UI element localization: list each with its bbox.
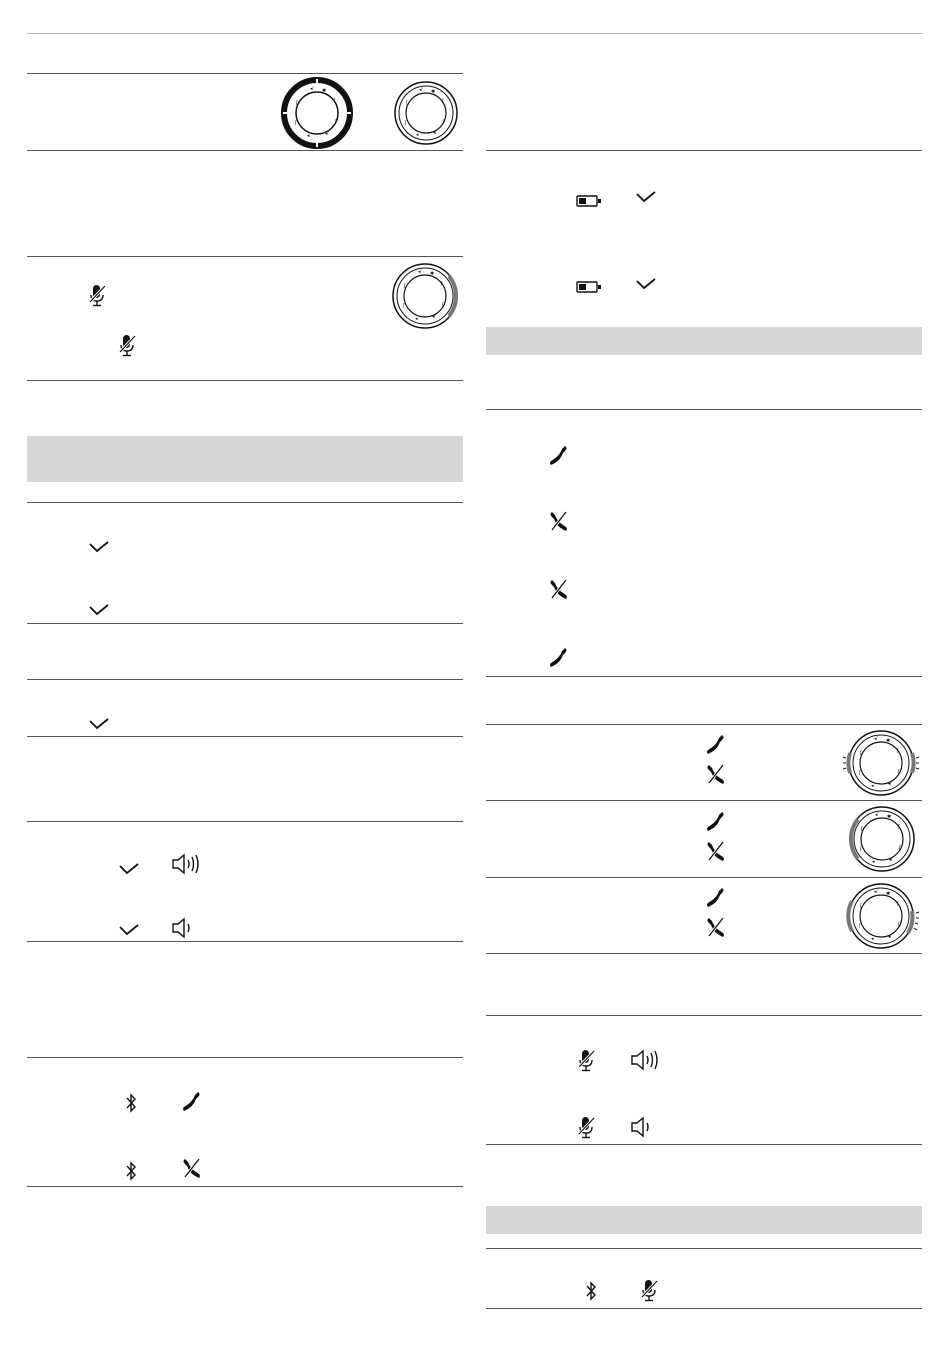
right-rule-6 (486, 877, 922, 878)
check-icon (636, 190, 656, 208)
check-icon (89, 603, 109, 621)
section-band (486, 327, 922, 355)
call-answer-icon (705, 810, 727, 839)
svg-text:ʃ: ʃ (296, 100, 298, 106)
check-icon (89, 717, 109, 735)
call-end-icon (548, 510, 572, 539)
svg-text:✱: ✱ (887, 814, 892, 820)
svg-text:✱: ✱ (886, 738, 891, 744)
call-end-icon (548, 578, 572, 607)
svg-text:ʃ: ʃ (861, 826, 863, 832)
svg-text:✱: ✱ (886, 891, 891, 897)
battery-low-icon (576, 194, 602, 212)
right-rule-9 (486, 1144, 922, 1145)
svg-text:◂ʼ: ◂ʼ (325, 131, 330, 137)
left-rule-7 (27, 679, 463, 680)
svg-text:◂: ◂ (307, 133, 310, 139)
mic-mute-icon (88, 284, 106, 313)
left-rule-12 (27, 1186, 463, 1187)
svg-text:◂ʼ: ◂ʼ (888, 934, 893, 940)
svg-text:ʃ: ʃ (898, 769, 900, 775)
left-rule-1 (27, 73, 463, 74)
call-answer-icon (548, 646, 570, 675)
svg-text:◂: ◂ (871, 936, 874, 942)
svg-text:ʃ: ʃ (860, 903, 862, 909)
svg-text:ʃ: ʃ (441, 281, 443, 287)
right-rule-7 (486, 953, 922, 954)
bluetooth-icon (125, 1093, 137, 1118)
right-rule-2 (486, 409, 922, 410)
left-rule-3 (27, 256, 463, 257)
left-rule-6 (27, 623, 463, 624)
svg-text:ʃ: ʃ (897, 748, 899, 754)
svg-text:✱: ✱ (430, 271, 435, 277)
svg-text:◂: ◂ (415, 316, 418, 322)
right-rule-8 (486, 1015, 922, 1016)
call-end-icon (181, 1157, 205, 1186)
call-answer-icon (705, 886, 727, 915)
svg-text:ʃ: ʃ (897, 901, 899, 907)
mic-mute-icon (577, 1049, 595, 1078)
speaker-soft-icon (171, 917, 193, 944)
check-icon (89, 540, 109, 558)
left-rule-9 (27, 821, 463, 822)
section-band (27, 436, 463, 482)
mic-mute-icon (118, 334, 136, 363)
call-answer-icon (705, 733, 727, 762)
svg-text:ʃ: ʃ (295, 120, 297, 126)
svg-text:ʃ: ʃ (898, 922, 900, 928)
left-rule-11 (27, 1057, 463, 1058)
svg-text:ʃ: ʃ (403, 303, 405, 309)
call-answer-icon (181, 1090, 203, 1119)
control-ring-icon (846, 881, 916, 956)
svg-text:◂: ◂ (416, 132, 419, 138)
svg-text:◂ʼ: ◂ʼ (432, 314, 437, 320)
right-rule-5 (486, 800, 922, 801)
svg-text:◂ʼ: ◂ʼ (889, 857, 894, 863)
control-ring-icon (393, 80, 459, 151)
left-rule-10 (27, 941, 463, 942)
svg-text:ʃ: ʃ (443, 119, 445, 125)
speaker-loud-icon (171, 853, 201, 880)
right-rule-3 (486, 676, 922, 677)
svg-text:◂ʼ: ◂ʼ (875, 812, 880, 818)
left-rule-8 (27, 736, 463, 737)
svg-text:✱: ✱ (322, 88, 327, 94)
right-rule-11 (486, 1308, 922, 1309)
bluetooth-icon (125, 1161, 137, 1186)
call-end-icon (705, 840, 729, 869)
svg-text:ʃ: ʃ (899, 845, 901, 851)
svg-text:◂ʼ: ◂ʼ (418, 269, 423, 275)
right-rule-1 (486, 150, 922, 151)
check-icon (119, 923, 139, 941)
mic-mute-icon (640, 1279, 658, 1308)
svg-text:◂ʼ: ◂ʼ (874, 736, 879, 742)
svg-text:ʃ: ʃ (335, 119, 337, 125)
svg-text:◂: ◂ (872, 859, 875, 865)
right-rule-4 (486, 724, 922, 725)
svg-text:ʃ: ʃ (860, 750, 862, 756)
svg-text:ʃ: ʃ (405, 120, 407, 126)
battery-low-icon (576, 280, 602, 298)
svg-text:ʃ: ʃ (859, 923, 861, 929)
call-end-icon (705, 916, 729, 945)
svg-text:◂ʼ: ◂ʼ (433, 130, 438, 136)
svg-text:ʃ: ʃ (334, 98, 336, 104)
right-rule-10 (486, 1248, 922, 1249)
svg-text:◂ʼ: ◂ʼ (310, 86, 315, 92)
svg-text:◂ʼ: ◂ʼ (888, 781, 893, 787)
control-ring-icon (391, 262, 459, 335)
control-ring-icon (848, 805, 916, 878)
check-icon (119, 862, 139, 880)
svg-text:✱: ✱ (431, 89, 436, 95)
control-ring-icon (846, 728, 916, 803)
check-icon (636, 277, 656, 295)
left-rule-4 (27, 380, 463, 381)
svg-text:ʃ: ʃ (860, 846, 862, 852)
bluetooth-icon (585, 1281, 597, 1306)
page-header-rule (27, 33, 923, 34)
svg-text:ʃ: ʃ (898, 824, 900, 830)
left-rule-2 (27, 150, 463, 151)
svg-text:ʃ: ʃ (406, 100, 408, 106)
svg-text:◂ʼ: ◂ʼ (874, 889, 879, 895)
section-band (486, 1206, 922, 1234)
svg-text:ʃ: ʃ (442, 302, 444, 308)
svg-text:◂: ◂ (871, 783, 874, 789)
svg-text:◂ʼ: ◂ʼ (419, 87, 424, 93)
left-rule-5 (27, 502, 463, 503)
svg-text:ʃ: ʃ (859, 770, 861, 776)
svg-text:ʃ: ʃ (404, 283, 406, 289)
call-answer-icon (548, 444, 570, 473)
call-end-icon (705, 763, 729, 792)
speaker-soft-icon (630, 1116, 652, 1143)
mic-mute-icon (577, 1116, 595, 1145)
svg-text:ʃ: ʃ (442, 98, 444, 104)
speaker-loud-icon (630, 1049, 660, 1076)
control-ring-icon (282, 78, 352, 153)
